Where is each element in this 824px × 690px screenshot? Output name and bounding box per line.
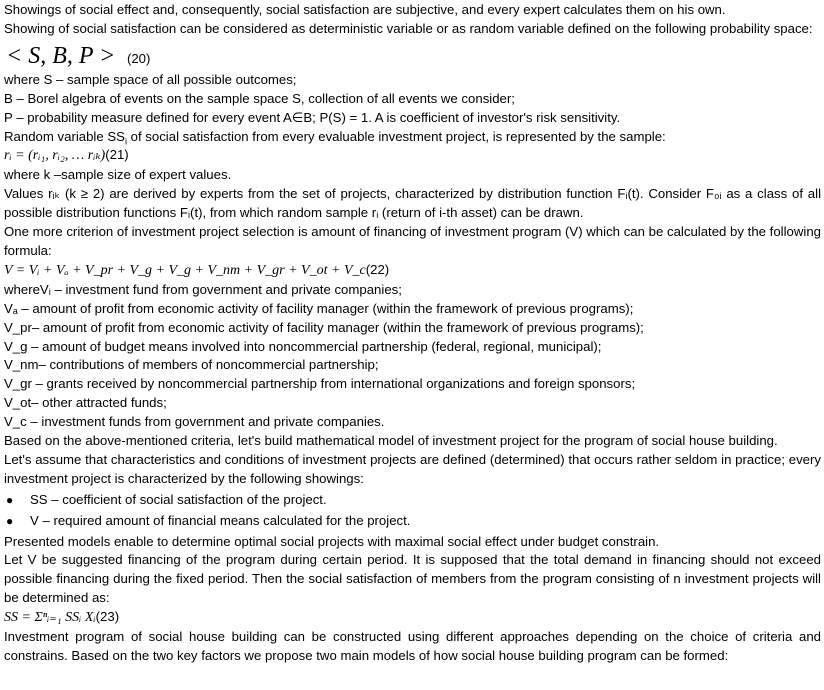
definition-s: where S – sample space of all possible outcomes; <box>4 71 297 87</box>
definition-vot: V_ot– other attracted funds; <box>4 395 167 411</box>
definition-vg: V_g – amount of budget means involved into noncommercial partnership (federal, regional, municipal); <box>4 338 602 354</box>
definition-k: where k –sample size of expert values. <box>4 167 232 183</box>
bullet-item-ss <box>4 491 821 510</box>
equation-23-body: SS = Σⁿᵢ₌₁ SSᵢ Xᵢ <box>4 610 96 626</box>
bullet-text-v: V – required amount of financial means calculated for the project. <box>30 512 411 528</box>
definition-vi: whereVᵢ – investment fund from government and private companies; <box>4 281 402 297</box>
paragraph-assumptions: Let's assume that characteristics and conditions of investment projects are defined (determined) that occurs rather seldom in practice; every investment project is characterized by the following showings: <box>4 451 821 486</box>
equation-21-body: rᵢ = (rᵢ₁, rᵢ₂, … rᵢₖ) <box>4 148 106 164</box>
document-page <box>4 1 821 666</box>
definition-vnm: V_nm– contributions of members of noncommercial partnership; <box>4 357 379 373</box>
equation-21 <box>4 146 821 166</box>
definition-va: Vₐ – amount of profit from economic activity of facility manager (within the framework of previous programs); <box>4 300 634 316</box>
equation-21-number: (21) <box>105 147 129 163</box>
paragraph-financing-criterion: One more criterion of investment project selection is amount of financing of investment program (V) which can be calculated by the following formula: <box>4 224 821 258</box>
equation-22 <box>4 261 821 281</box>
definition-vpr: V_pr– amount of profit from economic activity of facility manager (within the framework of previous programs); <box>4 319 644 335</box>
paragraph-models: Presented models enable to determine optimal social projects with maximal social effect under budget constrain. <box>4 533 660 549</box>
bullet-text-ss: SS – coefficient of social satisfaction of the project. <box>30 491 327 507</box>
paragraph-subjectivity: Showings of social effect and, consequently, social satisfaction are subjective, and every expert calculates them on his own. <box>4 2 726 17</box>
paragraph-probability-space: Showing of social satisfaction can be considered as deterministic variable or as random variable defined on the following probability space: <box>4 20 813 36</box>
definition-p: P – probability measure defined for every event A∈B; P(S) = 1. A is coefficient of investor's risk sensitivity. <box>4 109 621 125</box>
equation-23-number: (23) <box>95 609 120 625</box>
paragraph-model-intro: Based on the above-mentioned criteria, let's build mathematical model of investment project for the program of social house building. <box>4 433 778 449</box>
bullet-item-v <box>4 512 821 531</box>
paragraph-financing-period: Let V be suggested financing of the program during certain period. It is supposed that the total demand in financing should not exceed possible financing during the fixed period. Then the social satisfaction of members from the program consisting of n investment projects will be determined as: <box>4 552 821 606</box>
equation-20-number: (20) <box>126 50 151 66</box>
equation-22-number: (22) <box>365 261 390 277</box>
equation-23 <box>4 608 821 628</box>
bullet-icon: ● <box>6 492 14 507</box>
definition-vgr: V_gr – grants received by noncommercial partnership from international organizations and foreign sponsors; <box>4 376 636 392</box>
equation-20-body: < S, B, P > <box>6 42 116 69</box>
paragraph-values-rik: Values rᵢₖ (k ≥ 2) are derived by experts from the set of projects, characterized by distribution function Fᵢ(t). Consider F₀ᵢ as a class of all possible distribution functions Fᵢ(t), from which random sample rᵢ (return of i-th asset) can be drawn. <box>4 186 821 221</box>
equation-20 <box>6 41 821 71</box>
bullet-icon: ● <box>6 513 14 528</box>
paragraph-random-variable: Random variable $SS_i$ of social satisfaction from every evaluable investment project, is represented by the sample: <box>4 128 666 147</box>
definition-b: B – Borel algebra of events on the sample space S, collection of all events we consider; <box>4 90 515 106</box>
paragraph-program-approaches: Investment program of social house building can be constructed using different approaches depending on the choice of criteria and constrains. Based on the two key factors we propose two main models of how social house building program can be formed: <box>4 629 821 663</box>
definition-vc: V_c – investment funds from government and private companies. <box>4 414 385 430</box>
equation-22-body: V = Vᵢ + Vₐ + V_pr + V_g + V_g + V_nm + V_gr + V_ot + V_c <box>4 262 366 278</box>
